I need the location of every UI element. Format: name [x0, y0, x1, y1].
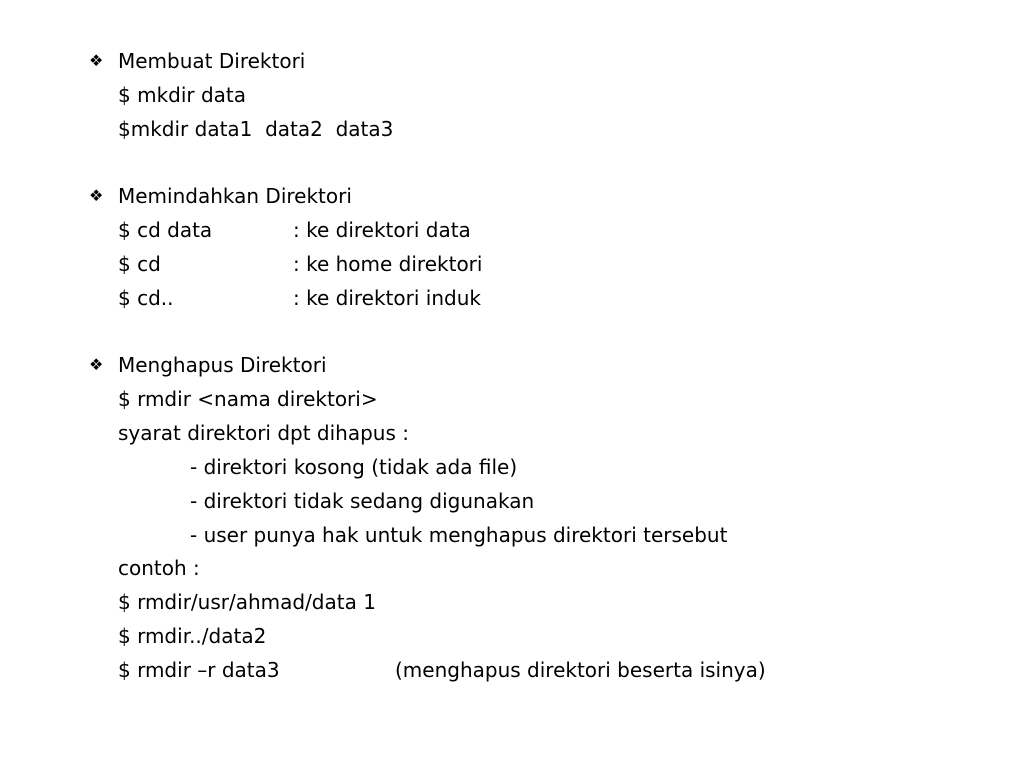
syarat-text: syarat direktori dpt dihapus : — [118, 421, 409, 445]
command-description: : ke direktori data — [293, 218, 471, 242]
command-line: $ mkdir data — [118, 83, 247, 107]
command-line: $ cd data — [118, 218, 213, 242]
command-line: $ rmdir <nama direktori> — [118, 387, 378, 411]
command-line: $mkdir data1 data2 data3 — [118, 117, 394, 141]
heading-membuat-direktori: Membuat Direktori — [118, 49, 306, 73]
command-line: $ cd.. — [118, 286, 174, 310]
heading-memindahkan-direktori: Memindahkan Direktori — [118, 184, 352, 208]
contoh-label: contoh : — [118, 556, 200, 580]
heading-menghapus-direktori: Menghapus Direktori — [118, 353, 327, 377]
example-command: $ rmdir –r data3 — [118, 658, 280, 682]
bullet-icon: ❖ — [89, 355, 104, 374]
example-command: $ rmdir/usr/ahmad/data 1 — [118, 590, 376, 614]
example-note: (menghapus direktori beserta isinya) — [395, 658, 766, 682]
condition-item: - direktori tidak sedang digunakan — [190, 489, 535, 513]
command-line: $ cd — [118, 252, 161, 276]
command-description: : ke home direktori — [293, 252, 483, 276]
bullet-icon: ❖ — [89, 51, 104, 70]
example-command: $ rmdir../data2 — [118, 624, 267, 648]
condition-item: - user punya hak untuk menghapus direktori tersebut — [190, 523, 728, 547]
condition-item: - direktori kosong (tidak ada file) — [190, 455, 518, 479]
bullet-icon: ❖ — [89, 186, 104, 205]
command-description: : ke direktori induk — [293, 286, 481, 310]
